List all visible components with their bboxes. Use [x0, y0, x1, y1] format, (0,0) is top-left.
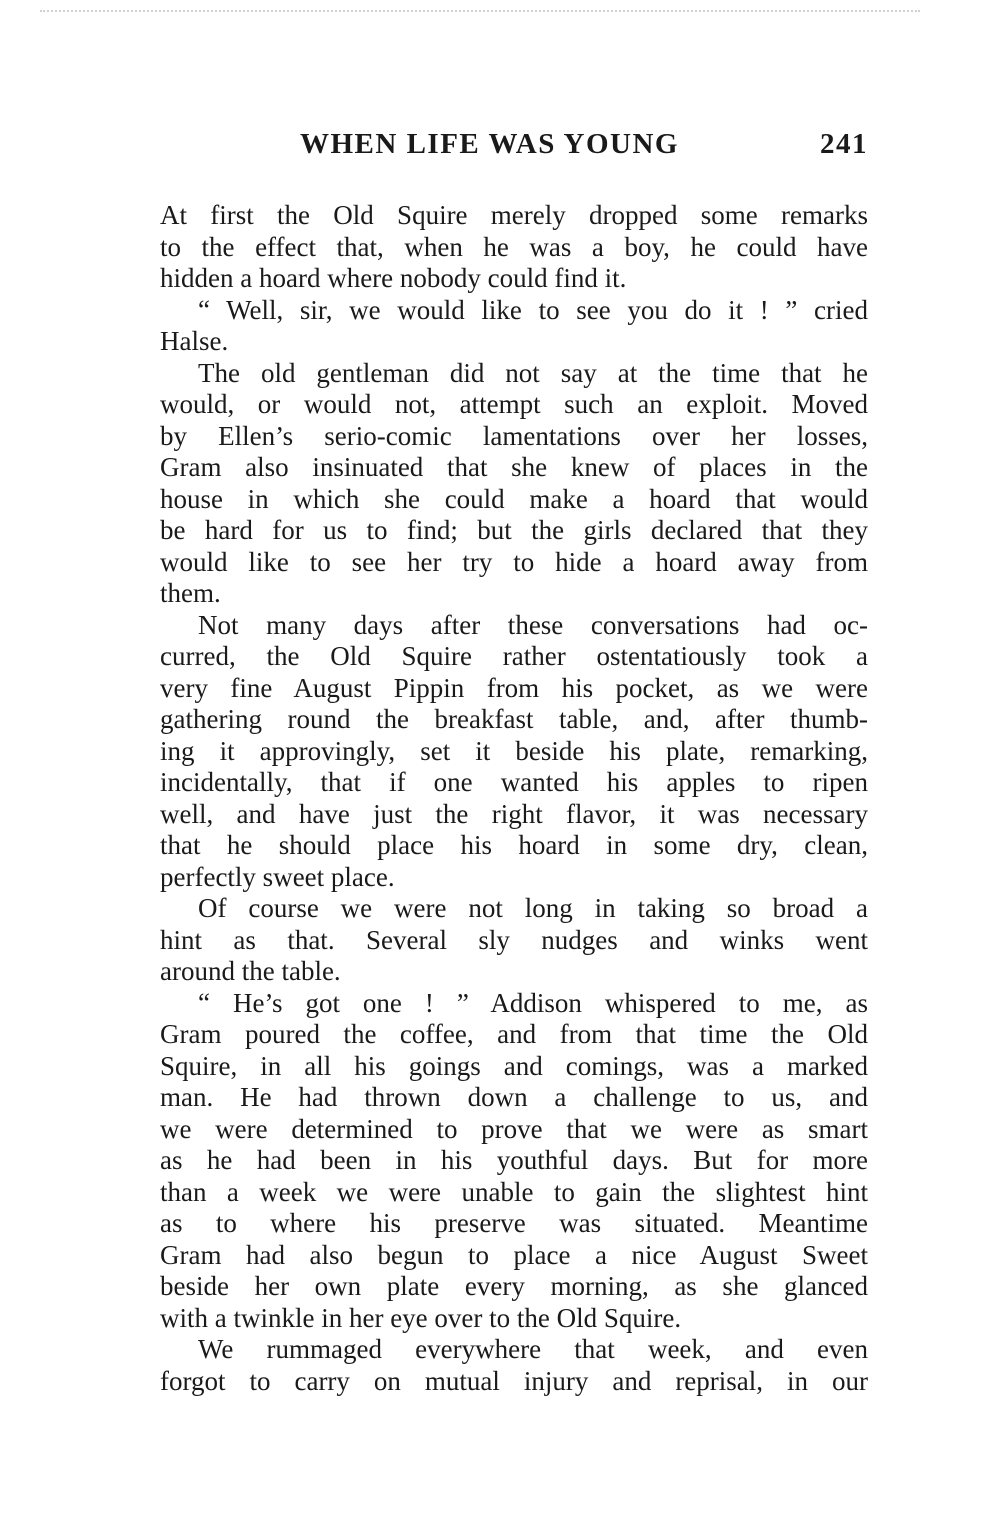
text-line: curred, the Old Squire rather ostentatiously took a	[160, 641, 868, 671]
body-text	[160, 200, 868, 1397]
text-line: ing it approvingly, set it beside his plate, remarking,	[160, 735, 868, 766]
text-line: Squire, in all his goings and comings, was a marked	[160, 1050, 868, 1081]
text-line: man. He had thrown down a challenge to us, and	[160, 1082, 868, 1112]
text-line: with a twinkle in her eye over to the Old Squire.	[160, 1302, 682, 1333]
text-line: “ He’s got one ! ” Addison whispered to me, as	[198, 987, 868, 1018]
text-line: as to where his preserve was situated. Meantime	[160, 1208, 868, 1238]
text-line: Of course we were not long in taking so broad a	[198, 893, 868, 923]
text-line: At first the Old Squire merely dropped some remarks	[160, 200, 868, 230]
text-line: we were determined to prove that we were as smart	[160, 1113, 868, 1144]
text-line: as he had been in his youthful days. But for more	[160, 1145, 868, 1175]
text-line: beside her own plate every morning, as she glanced	[160, 1271, 868, 1301]
text-line: forgot to carry on mutual injury and reprisal, in our	[160, 1365, 868, 1396]
text-line: them.	[160, 578, 221, 608]
text-line: Gram also insinuated that she knew of places in the	[160, 452, 868, 482]
text-line: that he should place his hoard in some dry, clean,	[160, 830, 868, 860]
text-line: hint as that. Several sly nudges and winks went	[160, 924, 868, 955]
running-head	[300, 128, 868, 168]
text-line: Gram had also begun to place a nice August Sweet	[160, 1239, 868, 1270]
text-line: “ Well, sir, we would like to see you do it ! ” cried	[198, 294, 868, 325]
text-line: than a week we were unable to gain the slightest hint	[160, 1176, 868, 1207]
text-line: to the effect that, when he was a boy, he could have	[160, 231, 868, 262]
text-line: around the table.	[160, 956, 341, 986]
text-line: well, and have just the right flavor, it was necessary	[160, 798, 868, 829]
running-title: WHEN LIFE WAS YOUNG	[300, 128, 679, 160]
text-line: would like to see her try to hide a hoard away from	[160, 546, 868, 577]
text-line: by Ellen’s serio-comic lamentations over her losses,	[160, 420, 868, 451]
text-line: hidden a hoard where nobody could find it.	[160, 263, 627, 293]
page-number: 241	[820, 128, 868, 160]
text-line: incidentally, that if one wanted his apples to ripen	[160, 767, 868, 797]
text-line: Gram poured the coffee, and from that time the Old	[160, 1019, 868, 1049]
text-line: be hard for us to find; but the girls declared that they	[160, 515, 868, 545]
text-line: Halse.	[160, 326, 229, 356]
text-line: house in which she could make a hoard that would	[160, 483, 868, 514]
scan-edge-artifact	[40, 10, 920, 12]
text-line: Not many days after these conversations had oc-	[198, 609, 868, 640]
text-line: We rummaged everywhere that week, and even	[198, 1334, 868, 1364]
text-line: would, or would not, attempt such an exploit. Moved	[160, 389, 868, 419]
text-line: very fine August Pippin from his pocket, as we were	[160, 672, 868, 703]
text-line: gathering round the breakfast table, and, after thumb-	[160, 704, 868, 734]
text-line: The old gentleman did not say at the time that he	[198, 357, 868, 388]
text-line: perfectly sweet place.	[160, 861, 395, 892]
